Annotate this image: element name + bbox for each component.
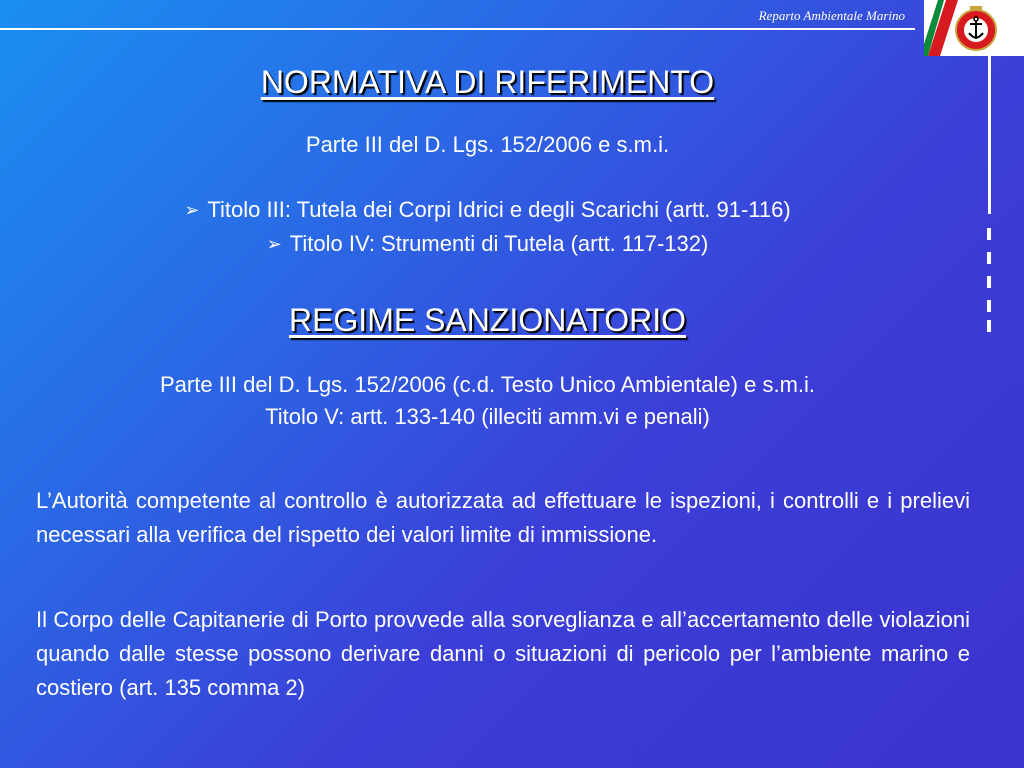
coast-guard-logo-icon — [924, 0, 1024, 56]
section1-subtitle: Parte III del D. Lgs. 152/2006 e s.m.i. — [305, 132, 670, 157]
decor-dash — [987, 252, 991, 264]
paragraph-autorita: L’Autorità competente al controllo è autorizzata ad effettuare le ispezioni, i controlli e i prelievi necessari alla verifica del rispetto dei valori limite di immissione. — [36, 488, 970, 547]
bullet-item — [0, 231, 975, 257]
section2-line: Parte III del D. Lgs. 152/2006 (c.d. Testo Unico Ambientale) e s.m.i. — [159, 372, 816, 397]
decor-dash — [987, 300, 991, 312]
bullet-text: Titolo III: Tutela dei Corpi Idrici e degli Scarichi (artt. 91-116) — [207, 197, 791, 222]
bullet-text: Titolo IV: Strumenti di Tutela (artt. 117-132) — [289, 231, 709, 256]
section-title-normativa: NORMATIVA DI RIFERIMENTO — [260, 64, 715, 100]
paragraph-capitanerie: Il Corpo delle Capitanerie di Porto provvede alla sorveglianza e all’accertamento delle violazioni quando dalle stesse possono derivare danni o situazioni di pericolo per l’ambiente marino e costiero (art. 135 comma 2) — [36, 607, 970, 700]
bullet-item — [0, 197, 975, 223]
section-title-regime: REGIME SANZIONATORIO — [288, 302, 687, 338]
decor-vertical-line — [988, 56, 991, 214]
arrow-bullet-icon: ➢ — [184, 200, 200, 220]
decor-dash — [987, 228, 991, 240]
header-bar — [0, 0, 915, 30]
decor-dash — [987, 276, 991, 288]
arrow-bullet-icon: ➢ — [266, 234, 282, 254]
section2-line: Titolo V: artt. 133-140 (illeciti amm.vi e penali) — [265, 404, 710, 429]
header-org-name: Reparto Ambientale Marino — [758, 8, 905, 23]
decor-dash — [987, 320, 991, 332]
